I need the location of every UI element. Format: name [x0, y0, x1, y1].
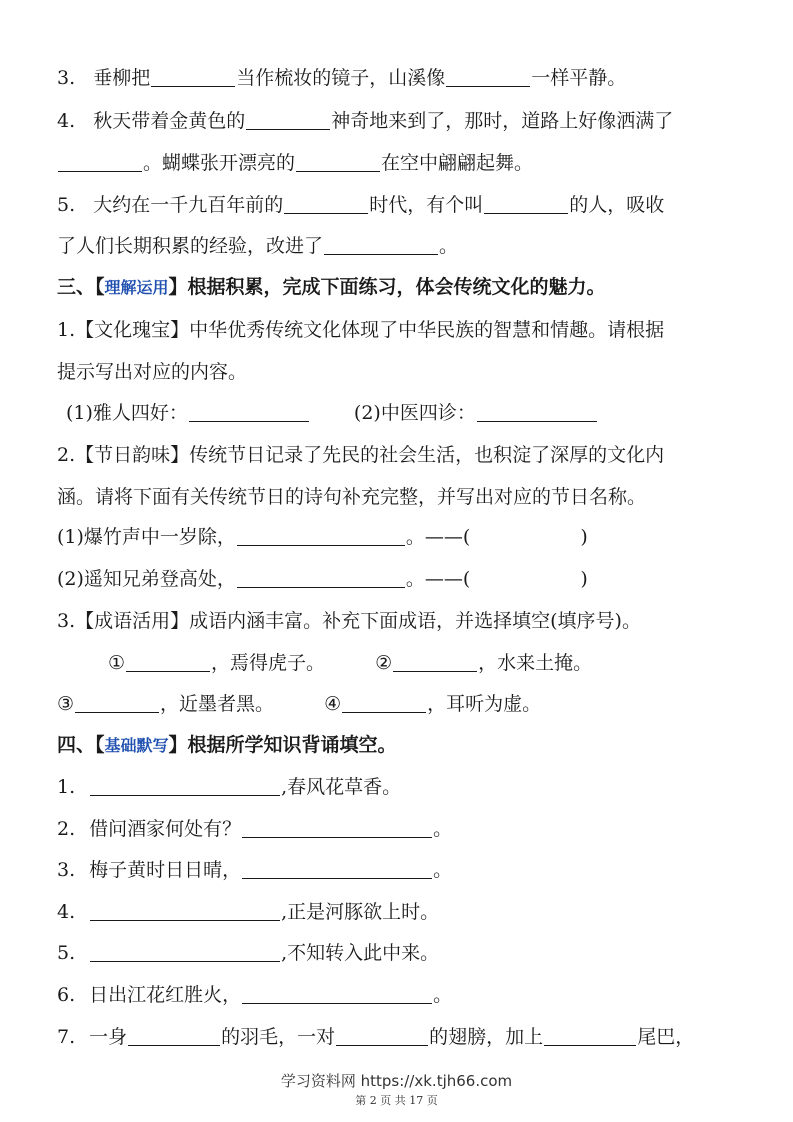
fill-blank[interactable] — [58, 151, 142, 172]
q-line — [108, 649, 592, 677]
fill-blank[interactable] — [237, 525, 405, 546]
fill-blank[interactable] — [477, 401, 597, 422]
q-text: 。 — [433, 859, 453, 881]
q-text: 时代，有个叫 — [369, 194, 484, 216]
q-line — [57, 607, 641, 635]
q-text: 提示写出对应的内容。 — [57, 361, 248, 383]
q-text: 垂柳把 — [93, 67, 151, 89]
fill-blank[interactable] — [90, 775, 280, 796]
q-text: 大约在一千九百年前的 — [93, 194, 284, 216]
q-text: 神奇地来到了，那时，道路上好像洒满了 — [331, 110, 674, 132]
fill-blank[interactable] — [284, 193, 368, 214]
q-number: 7. — [57, 1026, 76, 1048]
q-text: 梅子黄时日日晴， — [89, 859, 242, 881]
recite-item — [57, 773, 401, 801]
q-text: 了人们长期积累的经验，改进了 — [57, 235, 324, 257]
section-title: 】根据积累，完成下面练习，体会传统文化的魅力。 — [168, 276, 606, 298]
fill-blank[interactable] — [237, 567, 405, 588]
q-text: 涵。请将下面有关传统节日的诗句补充完整，并写出对应的节日名称。 — [57, 486, 647, 508]
section-number: 四、【 — [57, 734, 105, 756]
q-text: (1)雅人四好： — [66, 402, 188, 424]
fill-blank[interactable] — [90, 941, 280, 962]
q-text: 2.【节日韵味】传统节日记录了先民的社会生活，也积淀了深厚的文化内 — [57, 444, 665, 466]
fill-blank[interactable] — [246, 109, 330, 130]
q-line — [57, 232, 458, 260]
recite-item — [57, 898, 439, 926]
q-line — [57, 316, 664, 344]
q-text: (2)中医四诊： — [353, 402, 476, 424]
q-text: 一身 — [89, 1026, 128, 1048]
section-heading — [57, 731, 397, 760]
recite-item — [57, 939, 439, 967]
section-heading — [57, 273, 606, 302]
q-text: 借问酒家何处有？ — [89, 818, 242, 840]
q-text: ,春风花草香。 — [281, 776, 402, 798]
idiom-index: ③ — [57, 693, 75, 715]
q-text: 3.【成语活用】成语内涵丰富。补充下面成语，并选择填空(填序号)。 — [57, 610, 641, 632]
fill-blank[interactable] — [242, 858, 432, 879]
q-text: 。——( — [405, 526, 471, 548]
fill-blank[interactable] — [296, 151, 380, 172]
q-number: 3. — [57, 859, 76, 881]
q-line — [57, 191, 664, 219]
q-text: 当作梳妆的镜子，山溪像 — [236, 67, 446, 89]
q-number: 3. — [57, 67, 76, 89]
q-text: ，耳听为虚。 — [427, 693, 542, 715]
q-text: 。 — [433, 818, 453, 840]
q-text: 的羽毛，一对 — [221, 1026, 336, 1048]
idiom-index: ① — [108, 652, 126, 674]
footer-site-link[interactable]: 学习资料网 https://xk.tjh66.com — [280, 1072, 513, 1090]
q-line — [57, 107, 673, 135]
fill-blank[interactable] — [151, 66, 235, 87]
section-tag: 基础默写 — [104, 736, 169, 755]
q-text: ) — [580, 526, 588, 548]
recite-item — [57, 815, 452, 843]
q-text: ) — [580, 568, 588, 590]
fill-blank[interactable] — [242, 983, 432, 1004]
fill-blank[interactable] — [544, 1025, 636, 1046]
q-number: 5. — [57, 942, 76, 964]
fill-blank[interactable] — [75, 692, 159, 713]
q-text: ，近墨者黑。 — [160, 693, 275, 715]
fill-blank[interactable] — [324, 234, 438, 255]
q-number: 6. — [57, 984, 76, 1006]
q-text: 日出江花红胜火， — [89, 984, 242, 1006]
q-line — [66, 399, 598, 427]
fill-blank[interactable] — [393, 651, 477, 672]
q-number: 1. — [57, 776, 76, 798]
section-title: 】根据所学知识背诵填空。 — [168, 734, 397, 756]
fill-blank[interactable] — [336, 1025, 428, 1046]
q-text: 。——( — [405, 568, 471, 590]
fill-blank[interactable] — [484, 193, 568, 214]
q-line — [57, 483, 646, 511]
fill-blank[interactable] — [446, 66, 530, 87]
q-text: (2)遥知兄弟登高处， — [57, 568, 236, 590]
page-number: 第 2 页 共 17 页 — [355, 1094, 438, 1107]
idiom-index: ④ — [324, 693, 342, 715]
q-text: 尾巴， — [637, 1026, 695, 1048]
q-line — [57, 64, 626, 92]
recite-item — [57, 1023, 694, 1051]
q-line — [57, 690, 541, 718]
q-text: 秋天带着金黄色的 — [93, 110, 246, 132]
q-number: 4. — [57, 901, 76, 923]
recite-item — [57, 856, 452, 884]
fill-blank[interactable] — [128, 1025, 220, 1046]
q-text: 。蝴蝶张开漂亮的 — [143, 152, 296, 174]
q-number: 5. — [57, 194, 76, 216]
q-text: 。 — [439, 235, 459, 257]
q-line — [57, 358, 247, 386]
q-text: 在空中翩翩起舞。 — [381, 152, 534, 174]
recite-item — [57, 981, 452, 1009]
q-line — [57, 565, 588, 593]
q-text: (1)爆竹声中一岁除， — [57, 526, 236, 548]
q-text: 的人，吸收 — [569, 194, 665, 216]
q-text: ,正是河豚欲上时。 — [281, 901, 440, 923]
q-text: ,不知转入此中来。 — [281, 942, 440, 964]
q-line — [57, 149, 533, 177]
fill-blank[interactable] — [242, 817, 432, 838]
idiom-index: ② — [375, 652, 393, 674]
q-number: 2. — [57, 818, 76, 840]
section-number: 三、【 — [57, 276, 105, 298]
q-number: 4. — [57, 110, 76, 132]
q-text: 一样平静。 — [531, 67, 627, 89]
q-line — [57, 523, 588, 551]
q-text: 的翅膀，加上 — [429, 1026, 544, 1048]
fill-blank[interactable] — [342, 692, 426, 713]
q-text: ，水来土掩。 — [478, 652, 593, 674]
q-line — [57, 441, 664, 469]
q-text: ，焉得虎子。 — [211, 652, 326, 674]
fill-blank[interactable] — [189, 401, 309, 422]
section-tag: 理解运用 — [104, 278, 169, 297]
q-text: 。 — [433, 984, 453, 1006]
fill-blank[interactable] — [90, 900, 280, 921]
fill-blank[interactable] — [126, 651, 210, 672]
q-text: 1.【文化瑰宝】中华优秀传统文化体现了中华民族的智慧和情趣。请根据 — [57, 319, 665, 341]
